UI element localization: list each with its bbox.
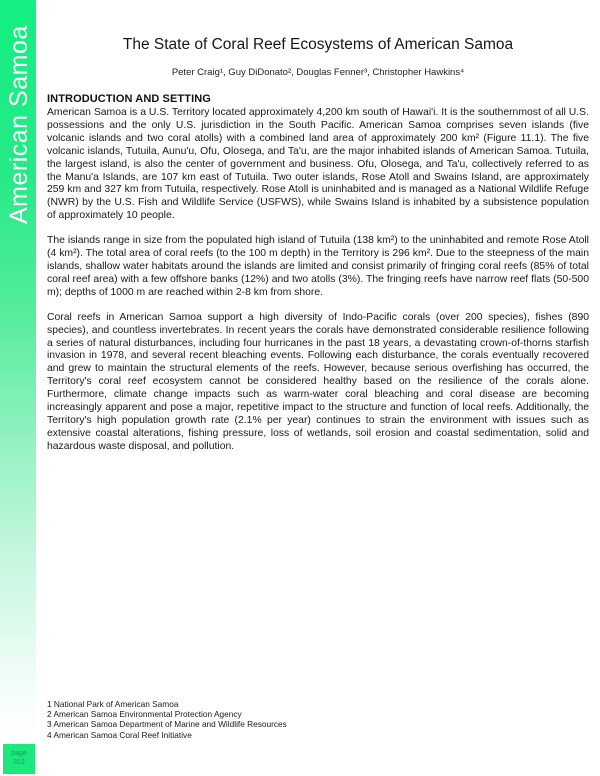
footnotes-block	[47, 699, 589, 740]
sidebar-vertical-label: American Samoa	[5, 25, 33, 224]
paragraph-1: American Samoa is a U.S. Territory located approximately 4,200 km south of Hawai'i. It is the southernmost of all U.S. possessions and the only U.S. jurisdiction in the South Pacific. American Samoa comprises seven islands (five volcanic islands and two coral atolls) with a combined land area of approximately 200 km² (Figure 11.1). The five volcanic islands, Tutuila, Aunu'u, Ofu, Olosega, and Ta'u, are the major inhabited islands of American Samoa. Tutuila, the largest island, is also the center of government and business. Ofu, Olosega, and Ta'u, collectively referred to as the Manu'a Islands, are 107 km east of Tutuila. Two outer islands, Rose Atoll and Swains Island, are approximately 259 km and 327 km from Tutuila, respectively. Rose Atoll is uninhabited and is managed as a National Wildlife Refuge (NWR) by the U.S. Fish and Wildlife Service (USFWS), while Swains Island is inhabited by a subsistence population of approximately 10 people.	[47, 107, 589, 222]
paragraph-2: The islands range in size from the populated high island of Tutuila (138 km²) to the uninhabited and remote Rose Atoll (4 km²). The total area of coral reefs (to the 100 m depth) in the Territory is 296 km². Due to the steepness of the main islands, shallow water habitats around the islands are limited and consist primarily of fringing coral reefs (85% of total coral reef area) with a few offshore banks (12%) and two atolls (3%). The fringing reefs have narrow reef flats (50-500 m); depths of 1000 m are reached within 2-8 km from shore.	[47, 235, 589, 298]
footnote-1: 1 National Park of American Samoa	[47, 699, 179, 709]
footnote-2: 2 American Samoa Environmental Protection Agency	[47, 709, 242, 720]
paragraph-3: Coral reefs in American Samoa support a high diversity of Indo-Pacific corals (over 200 species), fishes (890 species), and countless invertebrates. In recent years the corals have demonstrated considerable resilience following a series of natural disturbances, including four hurricanes in the past 18 years, a devastating crown-of-thorns starfish invasion in 1978, and several recent bleaching events. Following each disturbance, the corals eventually recovered and grew to maintain the structural elements of the reefs. However, because serious overfishing has occurred, the Territory's coral reef ecosystem cannot be considered healthy based on the resilience of the corals alone. Furthermore, climate change impacts such as warm-water coral bleaching and coral disease are becoming increasingly apparent and pose a major, repetitive impact to the structure and function of local reefs. Additionally, the Territory's high population growth rate (2.1% per year) continues to strain the environment with issues such as extensive coastal alterations, fishing pressure, loss of wetlands, soil erosion and coastal sedimentation, solid and hazardous waste disposal, and pollution.	[47, 311, 589, 452]
sidebar	[0, 0, 36, 776]
footnote-3: 3 American Samoa Department of Marine and Wildlife Resources	[47, 719, 287, 730]
section-heading: INTRODUCTION AND SETTING	[47, 93, 211, 105]
page-badge-label: page	[11, 750, 27, 757]
page-number-badge	[3, 744, 35, 774]
page-title: The State of Coral Reef Ecosystems of American Samoa	[122, 36, 514, 53]
footnote-4: 4 American Samoa Coral Reef Initiative	[47, 729, 192, 740]
article-content	[47, 0, 589, 466]
authors-line: Peter Craig¹, Guy DiDonato², Douglas Fenner³, Christopher Hawkins⁴	[171, 67, 465, 78]
page-badge-number: 312	[13, 758, 25, 766]
